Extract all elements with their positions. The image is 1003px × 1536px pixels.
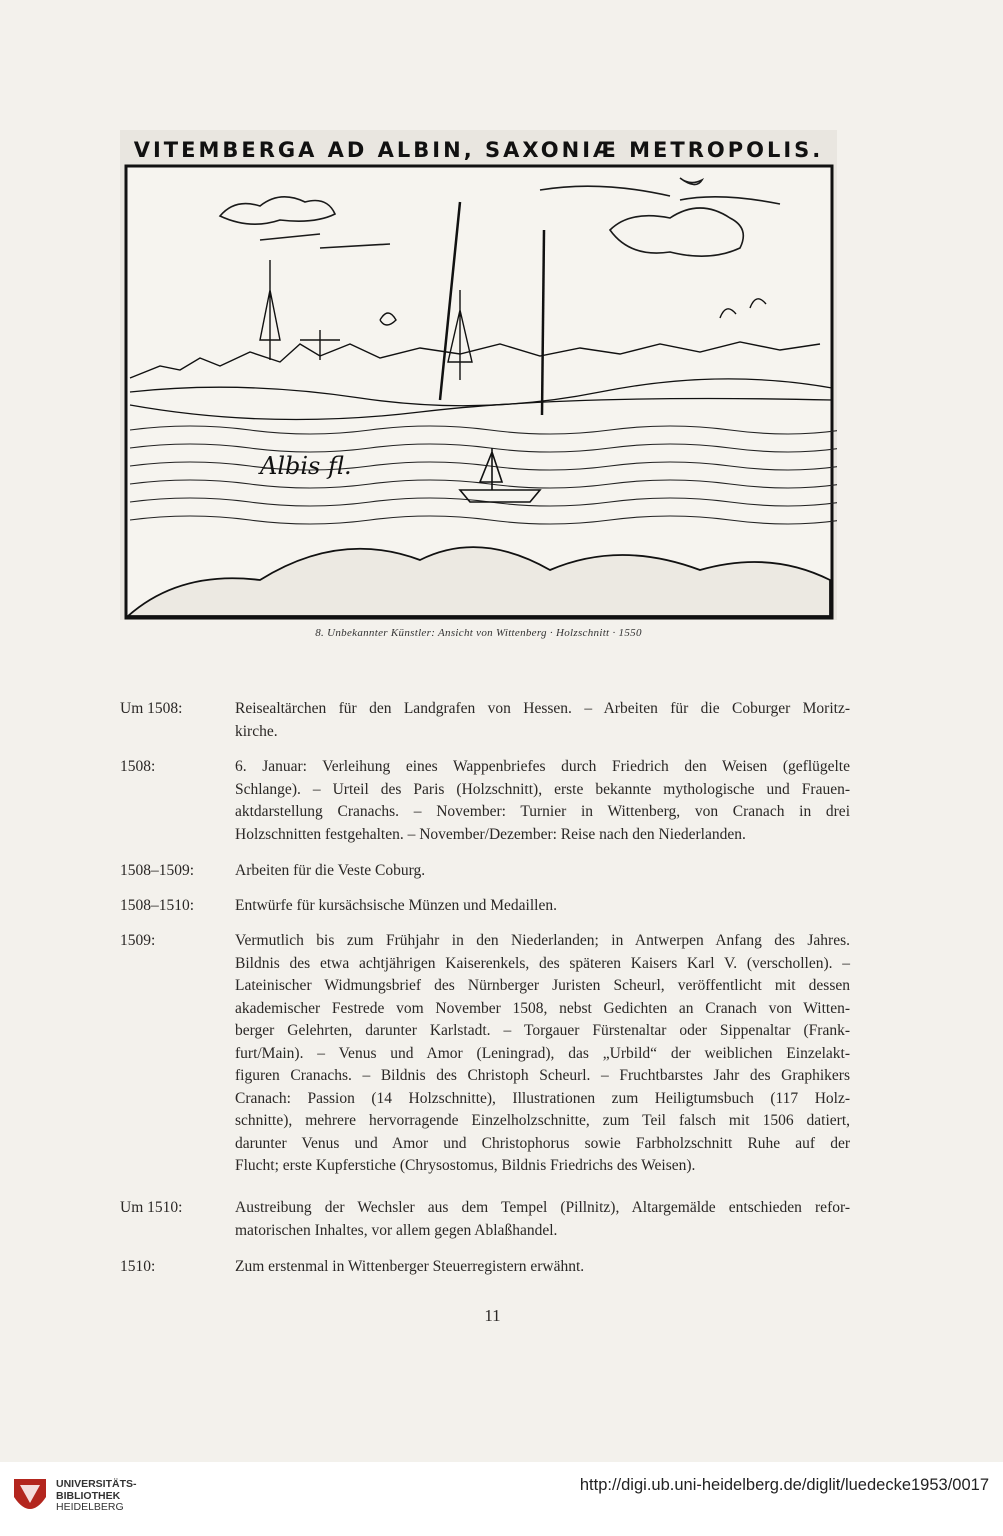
library-logo-icon	[12, 1477, 48, 1523]
entry-text-line: figuren Cranachs. – Bildnis des Christoph Scheurl. – Fruchtbarstes Jahr des Graphikers	[235, 1067, 850, 1084]
entry-date: Um 1508:	[120, 700, 183, 717]
entry-date: 1508–1509:	[120, 862, 195, 879]
entry-date: Um 1510:	[120, 1199, 183, 1216]
entry-text-line: kirche.	[235, 722, 278, 740]
permalink-url[interactable]: http://digi.ub.uni-heidelberg.de/diglit/luedecke1953/0017	[579, 1476, 989, 1494]
entry-text-line: Cranach: Passion (14 Holzschnitte), Illustrationen zum Heiligtumsbuch (117 Holz-	[235, 1089, 850, 1107]
entry-text-line: Entwürfe für kursächsische Münzen und Medaillen.	[235, 897, 557, 914]
entry-date: 1508–1510:	[120, 897, 195, 914]
river-label: Albis fl.	[260, 452, 352, 480]
entry-text-line: akademischer Festrede vom November 1508, nebst Gedichten an Cranach von Witten-	[235, 999, 850, 1017]
woodcut-illustration	[120, 130, 837, 620]
entry-text-line: Schlange). – Urteil des Paris (Holzschnitt), erste bekannte mythologische und Frauen-	[235, 780, 850, 798]
entry-text-line: schnitte), mehrere hervorragende Einzelholzschnitte, zum Teil falsch mit 1506 datiert,	[235, 1112, 850, 1129]
library-name-line: BIBLIOTHEK	[56, 1489, 121, 1502]
entry-text-line: Flucht; erste Kupferstiche (Chrysostomus, Bildnis Friedrichs des Weisen).	[235, 1157, 696, 1174]
entry-text-line: Arbeiten für die Veste Coburg.	[235, 862, 426, 879]
entry-date: 1508:	[120, 758, 156, 775]
entry-text-line: Reisealtärchen für den Landgrafen von Hessen. – Arbeiten für die Coburger Moritz-	[235, 700, 850, 717]
entry-text-line: Zum erstenmal in Wittenberger Steuerregistern erwähnt.	[235, 1258, 585, 1275]
entry-text-line: berger Gelehrten, darunter Karlstadt. – Torgauer Fürstenaltar oder Sippenaltar (Frank-	[235, 1022, 850, 1039]
wittenberg-view-drawing	[120, 130, 837, 620]
woodcut-title: VITEMBERGA AD ALBIN, SAXONIÆ METROPOLIS.	[133, 138, 824, 162]
footer-bar	[0, 1462, 1003, 1536]
entry-date: 1509:	[120, 932, 156, 949]
entry-text-line: Bildnis des etwa achtjährigen Kaiserenkels, des späteren Kaisers Karl V. (verschollen). –	[235, 954, 850, 972]
entry-text-line: darunter Venus und Amor und Christophorus sowie Farbholzschnitt Ruhe auf der	[235, 1134, 850, 1152]
entry-text-line: Holzschnitten festgehalten. – November/Dezember: Reise nach den Niederlanden.	[235, 825, 746, 843]
entry-text-line: aktdarstellung Cranachs. – November: Turnier in Wittenberg, von Cranach in drei	[235, 803, 850, 820]
library-name-line: HEIDELBERG	[56, 1501, 124, 1513]
library-name	[56, 1479, 137, 1514]
entry-text-line: Austreibung der Wechsler aus dem Tempel (Pillnitz), Altargemälde entschieden refor-	[235, 1199, 850, 1216]
entry-text-line: matorischen Inhaltes, vor allem gegen Ablaßhandel.	[235, 1221, 558, 1239]
page-number: 11	[484, 1306, 501, 1325]
entry-text-line: 6. Januar: Verleihung eines Wappenbriefes durch Friedrich den Weisen (geflügelte	[235, 758, 850, 775]
library-name-line: UNIVERSITÄTS-	[56, 1478, 137, 1490]
entry-text-line: Vermutlich bis zum Frühjahr in den Niederlanden; in Antwerpen Anfang des Jahres.	[235, 932, 850, 949]
figure-caption: 8. Unbekannter Künstler: Ansicht von Wittenberg · Holzschnitt · 1550	[315, 627, 642, 639]
entry-text-line: Lateinischer Widmungsbrief des Nürnberger Juristen Scheurl, veröffentlicht mit dessen	[235, 977, 850, 994]
entry-text-line: furt/Main). – Venus und Amor (Leningrad), das „Urbild“ der weiblichen Einzelakt-	[235, 1044, 850, 1062]
entry-date: 1510:	[120, 1258, 156, 1275]
